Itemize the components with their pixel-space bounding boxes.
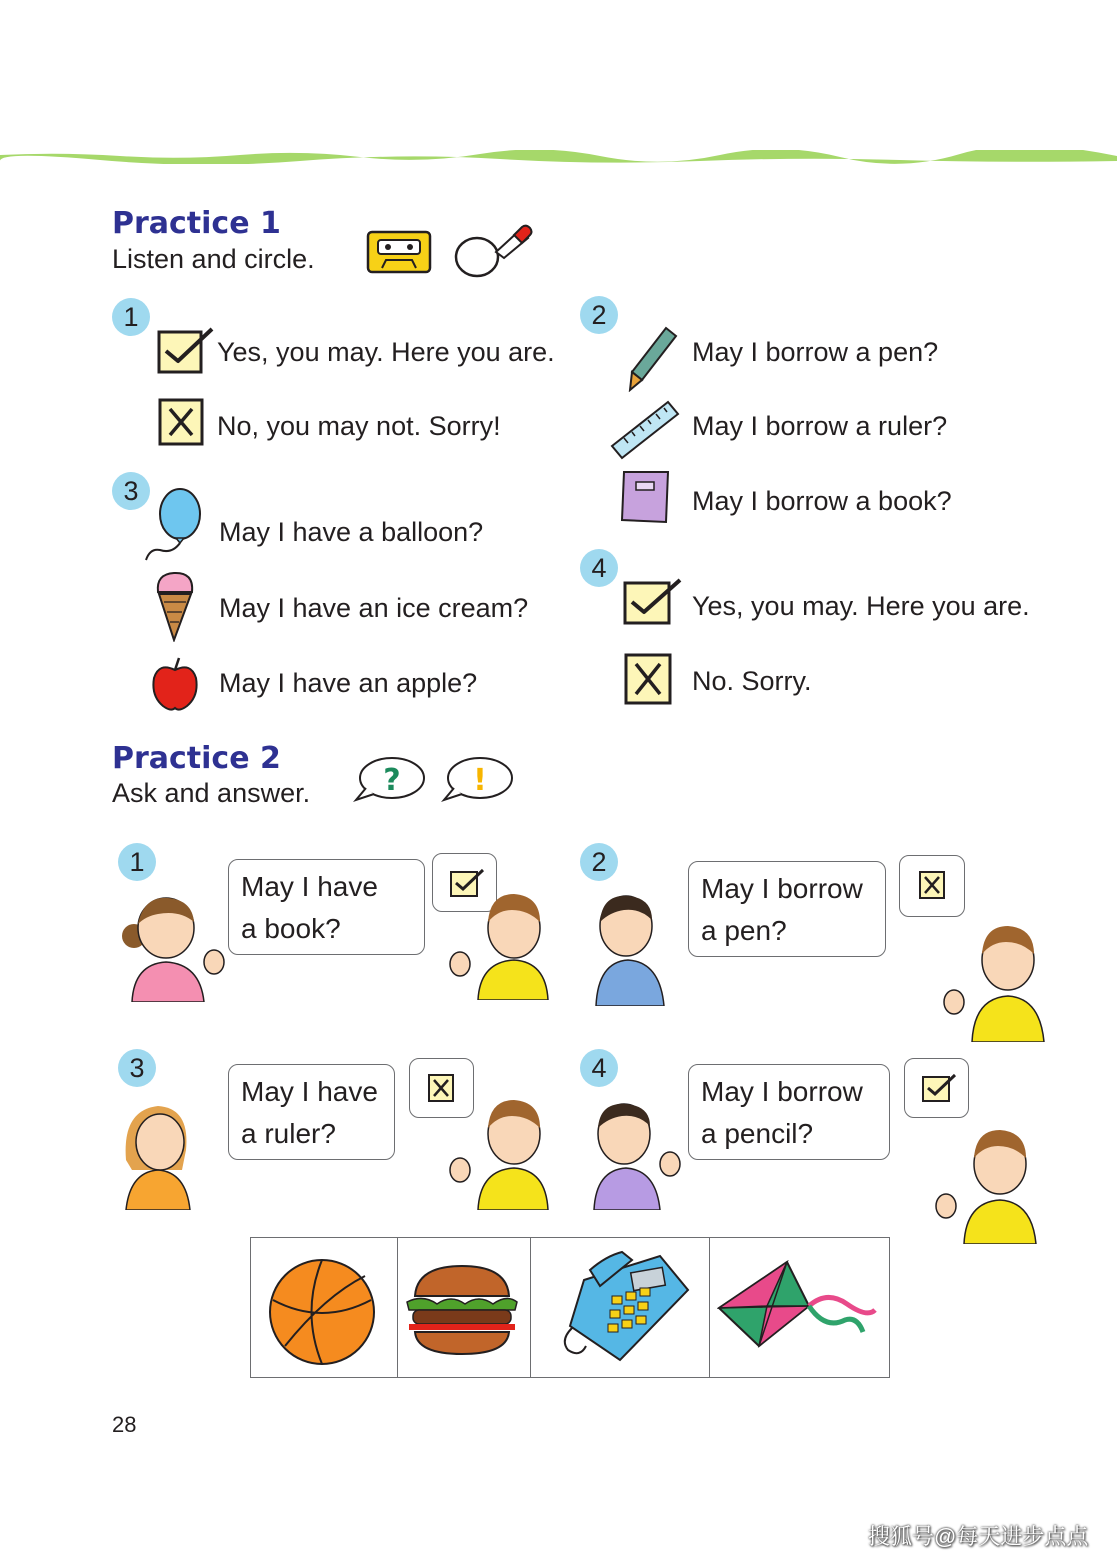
- kite-icon: [717, 1260, 877, 1356]
- practice1-item2-option3: May I borrow a book?: [692, 486, 952, 516]
- question-bubble-icon: [352, 756, 428, 806]
- practice1-item4-no: No. Sorry.: [692, 666, 812, 696]
- practice2-dialog1-line2: a book?: [241, 913, 341, 944]
- practice2-dialog2-line2: a pen?: [701, 915, 787, 946]
- practice1-item4-number: 4: [580, 549, 618, 587]
- svg-text:!: !: [473, 763, 487, 798]
- checkbox-cross-icon: [622, 652, 674, 706]
- practice1-item3-option3: May I have an apple?: [219, 668, 478, 698]
- boy-purple-shirt-icon: [590, 1100, 684, 1210]
- page-number: 28: [112, 1412, 137, 1437]
- practice1-item3-number: 3: [112, 472, 150, 510]
- picture-cell-kite: [709, 1238, 891, 1378]
- practice2-dialog3-question-bubble: [228, 1064, 395, 1160]
- practice1-item3-option1: May I have a balloon?: [219, 517, 484, 547]
- practice1-item2-option2: May I borrow a ruler?: [692, 411, 948, 441]
- exclamation-bubble-icon: [440, 756, 516, 806]
- practice2-instruction: Ask and answer.: [112, 778, 311, 808]
- practice2-dialog2-answer-bubble: [899, 855, 965, 917]
- practice2-dialog3-line1: May I have: [241, 1076, 378, 1107]
- svg-text:?: ?: [383, 763, 401, 798]
- boy-blue-shirt-icon: [590, 892, 670, 1006]
- checkbox-cross-icon: [156, 397, 208, 447]
- practice2-dialog2-number: 2: [580, 843, 618, 881]
- practice1-item1-no: No, you may not. Sorry!: [217, 411, 501, 441]
- hamburger-icon: [403, 1264, 521, 1356]
- practice1-instruction: Listen and circle.: [112, 244, 315, 274]
- practice2-dialog4-question-bubble: [688, 1064, 890, 1160]
- picture-strip: [250, 1237, 890, 1378]
- practice1-item2-option1: May I borrow a pen?: [692, 337, 939, 367]
- practice1-item1-yes: Yes, you may. Here you are.: [217, 337, 555, 367]
- practice2-dialog3-line2: a ruler?: [241, 1118, 336, 1149]
- picture-cell-telephone: [530, 1238, 710, 1378]
- practice2-dialog1-line1: May I have: [241, 871, 378, 902]
- practice2-dialog1-number: 1: [118, 843, 156, 881]
- practice2-title: Practice 2: [112, 741, 281, 776]
- boy-yellow-shirt-icon: [932, 1124, 1038, 1244]
- pen-icon: [622, 324, 682, 392]
- girl-pink-shirt-icon: [114, 890, 230, 1002]
- checkbox-tick-icon: [622, 578, 684, 628]
- practice2-dialog2-line1: May I borrow: [701, 873, 863, 904]
- book-icon: [618, 468, 674, 526]
- basketball-icon: [265, 1256, 379, 1368]
- apple-icon: [149, 656, 201, 712]
- practice2-dialog4-line1: May I borrow: [701, 1076, 863, 1107]
- checkbox-cross-icon: [918, 870, 946, 900]
- boy-yellow-shirt-icon: [940, 920, 1048, 1042]
- watermark-text: 搜狐号@每天进步点点: [868, 1524, 1089, 1549]
- boy-yellow-shirt-icon: [448, 888, 552, 1000]
- checkbox-tick-icon: [156, 327, 216, 377]
- cassette-icon: [366, 230, 432, 274]
- girl-orange-shirt-icon: [120, 1100, 194, 1210]
- practice2-dialog3-number: 3: [118, 1049, 156, 1087]
- practice2-dialog4-line2: a pencil?: [701, 1118, 814, 1149]
- telephone-icon: [560, 1250, 690, 1366]
- practice2-dialog4-number: 4: [580, 1049, 618, 1087]
- checkbox-tick-icon: [921, 1073, 957, 1103]
- ruler-icon: [608, 398, 680, 462]
- practice1-item2-number: 2: [580, 296, 618, 334]
- practice1-item1-number: 1: [112, 298, 150, 336]
- practice1-item4-yes: Yes, you may. Here you are.: [692, 591, 1030, 621]
- circle-marker-icon: [452, 222, 536, 280]
- ice-cream-icon: [152, 570, 198, 642]
- practice2-dialog1-question-bubble: [228, 859, 425, 955]
- picture-cell-basketball: [251, 1238, 398, 1378]
- practice1-item3-option2: May I have an ice cream?: [219, 593, 529, 623]
- practice1-title: Practice 1: [112, 206, 281, 241]
- practice2-dialog4-answer-bubble: [904, 1058, 969, 1118]
- balloon-icon: [142, 488, 206, 566]
- boy-yellow-shirt-icon: [448, 1094, 552, 1210]
- green-header-strip: [0, 150, 1117, 164]
- practice2-dialog2-question-bubble: [688, 861, 886, 957]
- picture-cell-hamburger: [397, 1238, 531, 1378]
